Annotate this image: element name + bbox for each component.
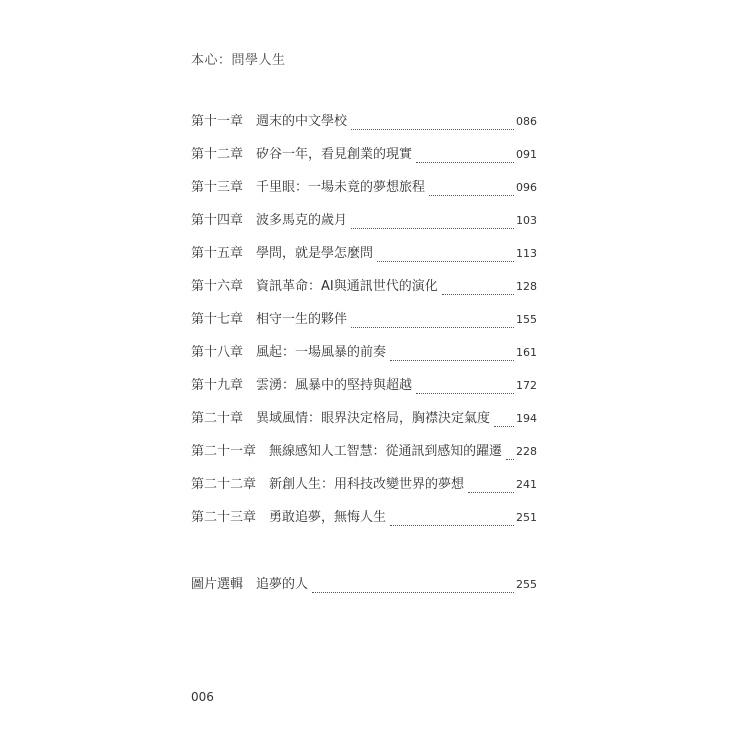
toc-entry bbox=[191, 471, 537, 504]
toc-chapter-label: 第十一章 bbox=[191, 114, 244, 129]
toc-entry-title: 資訊革命：AI與通訊世代的演化 bbox=[256, 279, 438, 294]
toc-entry-title: 雲湧：風暴中的堅持與超越 bbox=[256, 378, 413, 393]
dot-leader bbox=[351, 325, 514, 328]
toc-page-number: 172 bbox=[516, 379, 537, 392]
dot-leader bbox=[377, 259, 514, 262]
dot-leader bbox=[468, 490, 514, 493]
toc-entry bbox=[191, 372, 537, 405]
toc-page-number: 241 bbox=[516, 478, 537, 491]
toc-chapter-label: 第二十章 bbox=[191, 411, 244, 426]
toc-entry bbox=[191, 339, 537, 372]
toc-entry-title: 矽谷一年，看見創業的現實 bbox=[256, 147, 413, 162]
toc-page-number: 113 bbox=[516, 247, 537, 260]
dot-leader bbox=[416, 160, 514, 163]
dot-leader bbox=[390, 358, 514, 361]
toc-entry-title: 風起：一場風暴的前奏 bbox=[256, 345, 387, 360]
toc-entry-title: 週末的中文學校 bbox=[256, 114, 348, 129]
toc-page-number: 251 bbox=[516, 511, 537, 524]
toc-chapter-label: 圖片選輯 bbox=[191, 577, 244, 592]
toc-entry bbox=[191, 108, 537, 141]
toc-page-number: 096 bbox=[516, 181, 537, 194]
toc-entry bbox=[191, 273, 537, 306]
toc-entry-title: 無線感知人工智慧：從通訊到感知的躍遷 bbox=[269, 444, 503, 459]
toc-entry-title: 千里眼：一場未竟的夢想旅程 bbox=[256, 180, 426, 195]
toc-page-number: 161 bbox=[516, 346, 537, 359]
toc-chapter-label: 第十六章 bbox=[191, 279, 244, 294]
page-number: 006 bbox=[191, 690, 214, 704]
dot-leader bbox=[506, 457, 514, 460]
toc-chapter-label: 第十九章 bbox=[191, 378, 244, 393]
toc-entry-appendix bbox=[191, 571, 537, 604]
toc-entry bbox=[191, 504, 537, 537]
dot-leader bbox=[351, 127, 514, 130]
toc-page-number: 091 bbox=[516, 148, 537, 161]
toc-entry bbox=[191, 306, 537, 339]
toc-page-number: 155 bbox=[516, 313, 537, 326]
toc-chapter-label: 第二十二章 bbox=[191, 477, 257, 492]
dot-leader bbox=[494, 424, 514, 427]
toc-entry bbox=[191, 174, 537, 207]
toc-chapter-label: 第二十三章 bbox=[191, 510, 257, 525]
toc-chapter-label: 第十二章 bbox=[191, 147, 244, 162]
toc-page-number: 086 bbox=[516, 115, 537, 128]
dot-leader bbox=[312, 590, 514, 593]
running-header: 本心：問學人生 bbox=[191, 53, 286, 68]
toc-chapter-label: 第十四章 bbox=[191, 213, 244, 228]
toc-chapter-label: 第十三章 bbox=[191, 180, 244, 195]
toc-page-number: 128 bbox=[516, 280, 537, 293]
toc-entry bbox=[191, 405, 537, 438]
toc-entry-title: 勇敢追夢，無悔人生 bbox=[269, 510, 387, 525]
dot-leader bbox=[429, 193, 514, 196]
toc-chapter-label: 第十八章 bbox=[191, 345, 244, 360]
toc-chapter-label: 第十五章 bbox=[191, 246, 244, 261]
dot-leader bbox=[351, 226, 514, 229]
toc-chapter-label: 第十七章 bbox=[191, 312, 244, 327]
toc-entry-title: 學問，就是學怎麼問 bbox=[256, 246, 374, 261]
toc-entry-title: 波多馬克的歲月 bbox=[256, 213, 348, 228]
dot-leader bbox=[442, 292, 514, 295]
toc-page-number: 228 bbox=[516, 445, 537, 458]
dot-leader bbox=[416, 391, 514, 394]
table-of-contents bbox=[191, 108, 537, 604]
toc-entry bbox=[191, 438, 537, 471]
dot-leader bbox=[390, 523, 514, 526]
toc-entry-title: 相守一生的夥伴 bbox=[256, 312, 348, 327]
toc-gap bbox=[191, 537, 537, 571]
toc-page-number: 255 bbox=[516, 578, 537, 591]
toc-chapter-label: 第二十一章 bbox=[191, 444, 257, 459]
toc-entry-title: 追夢的人 bbox=[256, 577, 309, 592]
toc-entry-title: 異域風情：眼界決定格局，胸襟決定氣度 bbox=[256, 411, 491, 426]
toc-entry bbox=[191, 207, 537, 240]
toc-page-number: 103 bbox=[516, 214, 537, 227]
toc-entry bbox=[191, 240, 537, 273]
toc-entry-title: 新創人生：用科技改變世界的夢想 bbox=[269, 477, 465, 492]
toc-page-number: 194 bbox=[516, 412, 537, 425]
toc-entry bbox=[191, 141, 537, 174]
